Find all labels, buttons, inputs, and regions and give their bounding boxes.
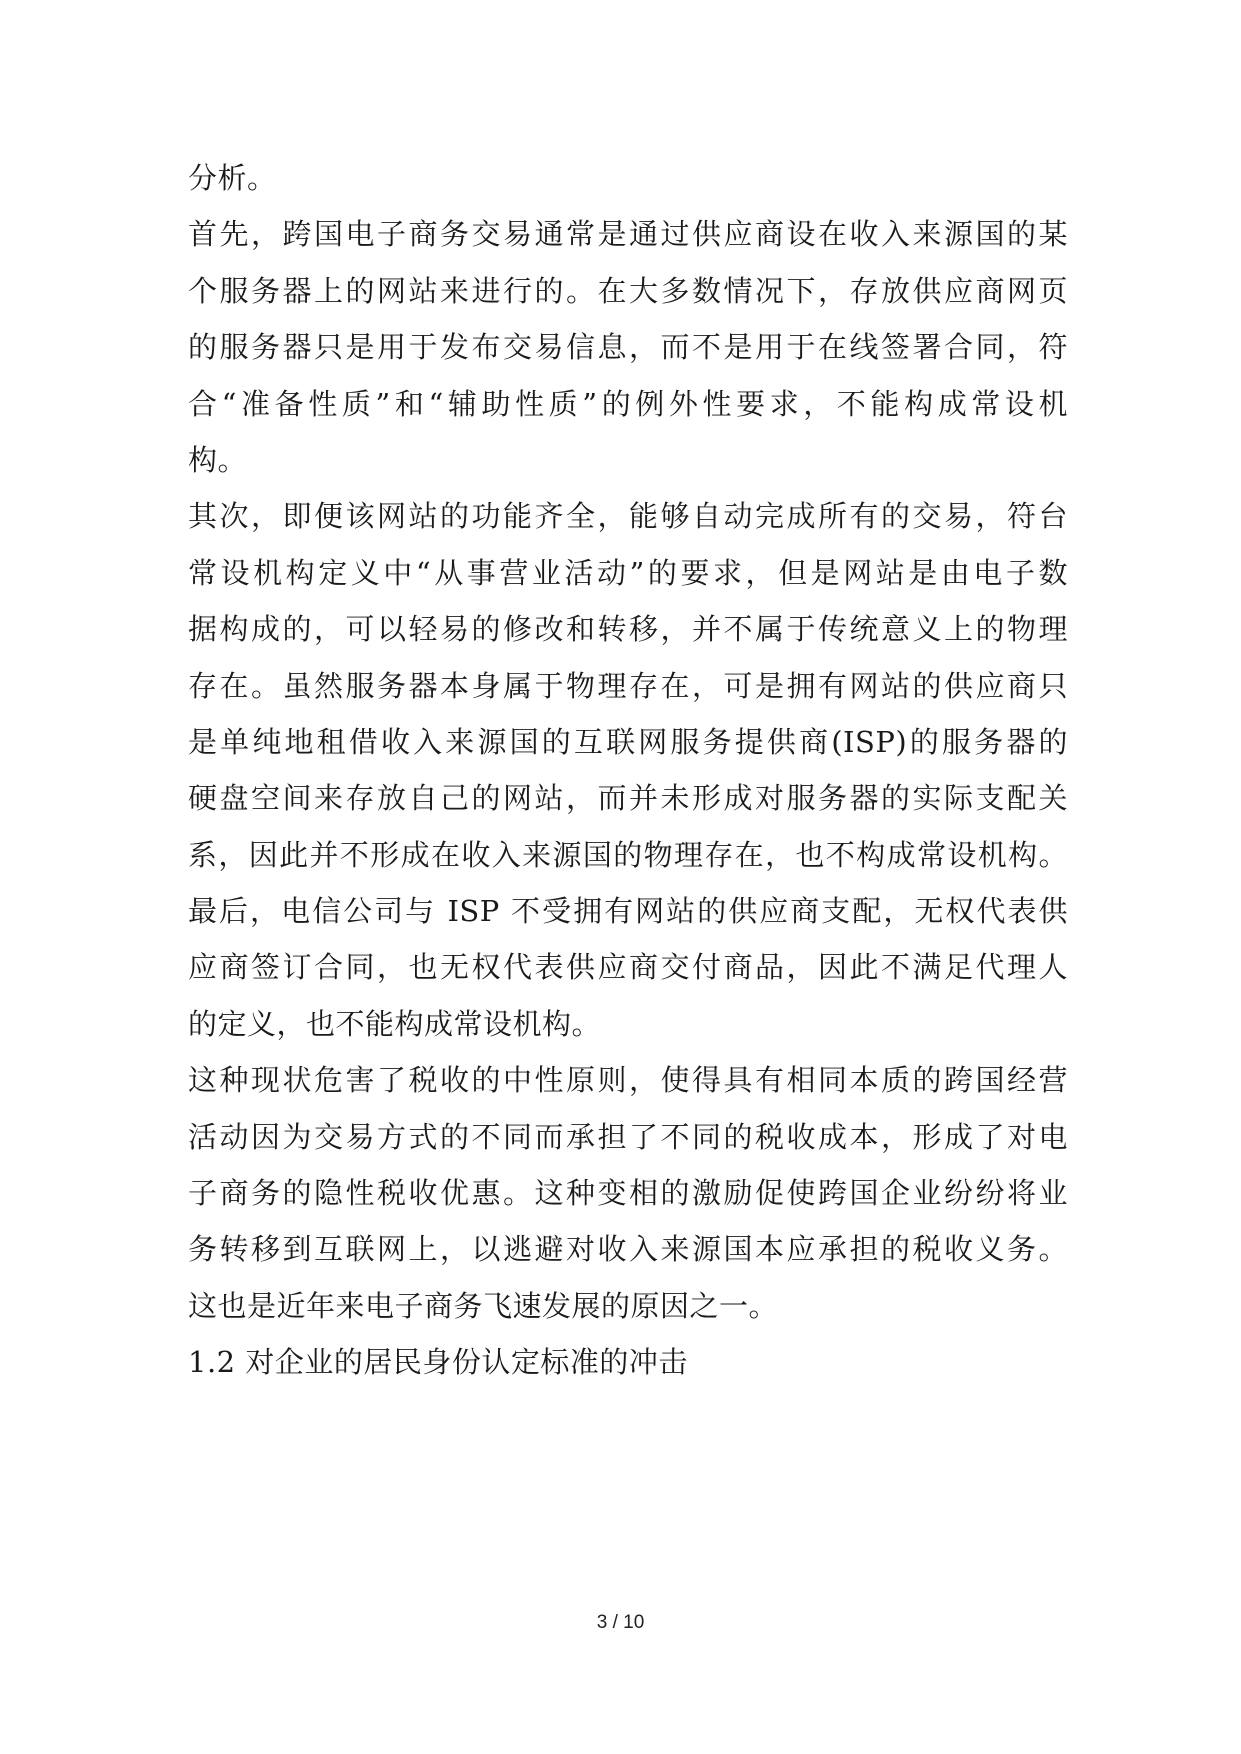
text-line: 子商务的隐性税收优惠。这种变相的激励促使跨国企业纷纷将业 <box>188 1176 1068 1211</box>
text-line: 活动因为交易方式的不同而承担了不同的税收成本，形成了对电 <box>188 1119 1068 1154</box>
text-line: 常设机构定义中“从事营业活动”的要求，但是网站是由电子数 <box>188 555 1068 590</box>
document-body <box>188 150 1068 1391</box>
text-line: 是单纯地租借收入来源国的互联网服务提供商(ISP)的服务器的 <box>188 724 1068 759</box>
text-line: 的服务器只是用于发布交易信息，而不是用于在线签署合同，符 <box>188 330 1068 365</box>
text-line: 合“准备性质”和“辅助性质”的例外性要求，不能构成常设机 <box>188 386 1068 421</box>
text-line: 这种现状危害了税收的中性原则，使得具有相同本质的跨国经营 <box>188 1063 1068 1098</box>
text-line: 据构成的，可以轻易的修改和转移，并不属于传统意义上的物理 <box>188 612 1068 647</box>
section-heading: 1.2 对企业的居民身份认定标准的冲击 <box>188 1345 688 1380</box>
text-line: 这也是近年来电子商务飞速发展的原因之一。 <box>188 1288 779 1323</box>
text-line: 其次，即便该网站的功能齐全，能够自动完成所有的交易，符台 <box>188 499 1068 534</box>
text-line: 务转移到互联网上，以逃避对收入来源国本应承担的税收义务。 <box>188 1232 1068 1267</box>
text-line: 首先，跨国电子商务交易通常是通过供应商设在收入来源国的某 <box>188 217 1068 252</box>
page-number: 3 / 10 <box>596 1612 645 1633</box>
text-line: 系，因此并不形成在收入来源国的物理存在，也不构成常设机构。 <box>188 837 1068 872</box>
text-line: 分析。 <box>188 161 277 195</box>
text-line: 构。 <box>188 442 248 477</box>
text-line: 的定义，也不能构成常设机构。 <box>188 1006 602 1041</box>
text-line: 存在。虽然服务器本身属于物理存在，可是拥有网站的供应商只 <box>188 668 1068 703</box>
text-line: 应商签订合同，也无权代表供应商交付商品，因此不满足代理人 <box>188 950 1068 985</box>
text-line: 个服务器上的网站来进行的。在大多数情况下，存放供应商网页 <box>188 273 1068 308</box>
text-line: 最后，电信公司与 ISP 不受拥有网站的供应商支配，无权代表供 <box>188 894 1068 929</box>
text-line: 硬盘空间来存放自己的网站，而并未形成对服务器的实际支配关 <box>188 781 1068 816</box>
